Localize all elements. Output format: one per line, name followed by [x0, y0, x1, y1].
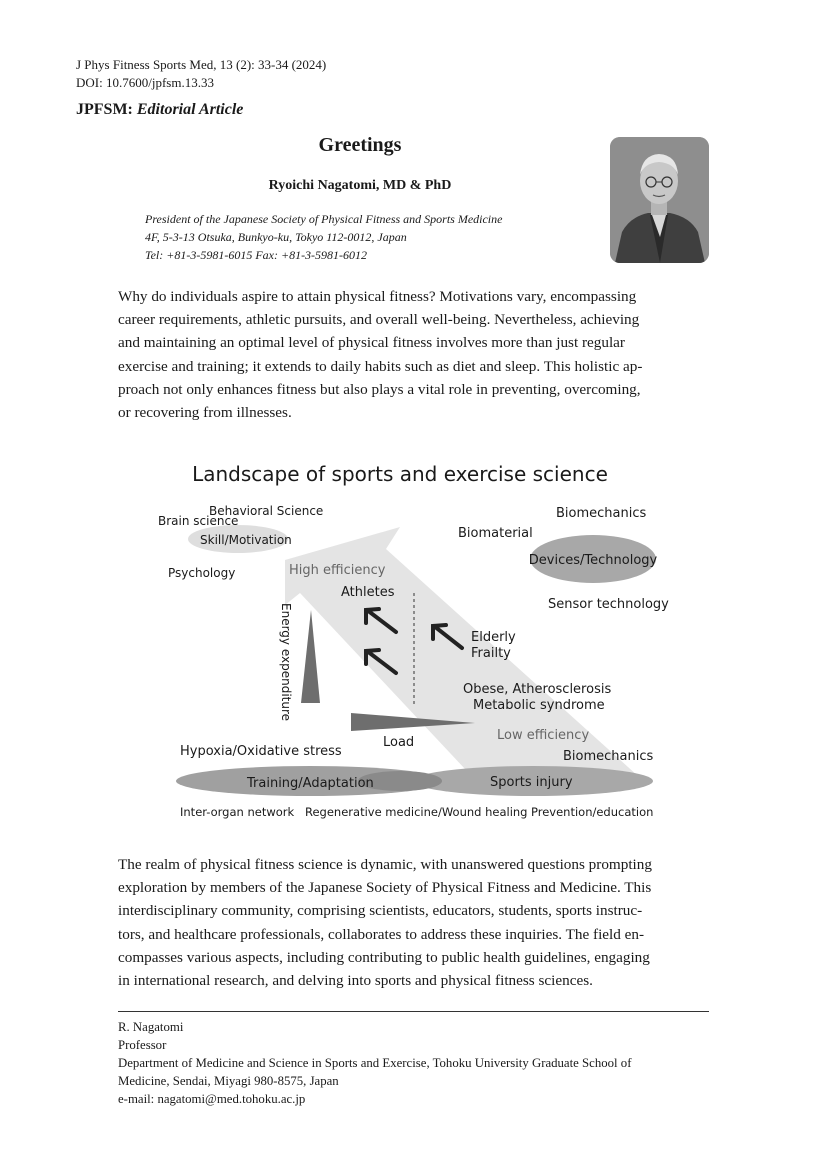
- label-elderly: Elderly: [471, 630, 516, 645]
- label-obese: Obese, Atherosclerosis: [463, 682, 612, 697]
- text-line: compasses various aspects, including contributing to public health guidelines, engaging: [118, 948, 650, 966]
- label-biomaterial: Biomaterial: [458, 526, 533, 541]
- label-sensor-technology: Sensor technology: [548, 597, 669, 612]
- label-low-efficiency: Low efficiency: [497, 728, 590, 743]
- label-skill-motivation: Skill/Motivation: [200, 533, 292, 547]
- text-line: The realm of physical fitness science is dynamic, with unanswered questions prompting: [118, 856, 652, 873]
- section-type: Editorial Article: [136, 101, 244, 118]
- label-regenerative: Regenerative medicine/Wound healing: [305, 805, 528, 819]
- article-title: Greetings: [318, 134, 402, 156]
- label-hypoxia: Hypoxia/Oxidative stress: [180, 744, 342, 759]
- text-line: or recovering from illnesses.: [118, 404, 292, 422]
- text-line: proach not only enhances fitness but also plays a vital role in preventing, overcoming,: [118, 380, 641, 398]
- text-line: in international research, and delving into sports and physical fitness sciences.: [118, 972, 593, 990]
- author-photo: [610, 137, 709, 263]
- label-sports-injury: Sports injury: [490, 775, 573, 790]
- label-brain-science: Brain science: [158, 514, 239, 528]
- label-behavioral-science: Behavioral Science: [209, 504, 324, 518]
- label-athletes: Athletes: [341, 585, 395, 600]
- label-frailty: Frailty: [471, 646, 511, 661]
- figure-title: Landscape of sports and exercise science: [192, 462, 608, 486]
- label-inter-organ: Inter-organ network: [180, 805, 295, 819]
- article-author: Ryoichi Nagatomi, MD & PhD: [268, 178, 452, 193]
- label-load: Load: [383, 735, 415, 750]
- text-line: Why do individuals aspire to attain physical fitness? Motivations vary, encompassing: [118, 288, 637, 305]
- label-psychology: Psychology: [168, 566, 236, 580]
- footer-email: e-mail: nagatomi@med.tohoku.ac.jp: [118, 1092, 306, 1106]
- energy-wedge: [301, 610, 320, 703]
- footer-author: R. Nagatomi: [118, 1020, 184, 1034]
- footer-department: Department of Medicine and Science in Sports and Exercise, Tohoku University Graduate School of: [118, 1056, 632, 1070]
- text-line: exploration by members of the Japanese Society of Physical Fitness and Medicine. This: [118, 879, 652, 897]
- text-line: and maintaining an optimal level of physical fitness involves more than just regular: [118, 334, 625, 352]
- section-prefix: JPFSM:: [76, 101, 133, 118]
- text-line: interdisciplinary community, comprising scientists, educators, students, sports instruc-: [118, 902, 643, 920]
- label-biomechanics-top: Biomechanics: [556, 506, 647, 521]
- label-devices-technology: Devices/Technology: [528, 553, 658, 568]
- label-high-efficiency: High efficiency: [289, 563, 386, 578]
- text-line: exercise and training; it extends to daily habits such as diet and sleep. This holistic ap-: [118, 357, 643, 375]
- affiliation-line: President of the Japanese Society of Physical Fitness and Sports Medicine: [145, 212, 503, 226]
- label-biomechanics-bottom: Biomechanics: [563, 749, 654, 764]
- label-metabolic: Metabolic syndrome: [473, 698, 605, 713]
- section-label: [76, 101, 243, 119]
- label-prevention: Prevention/education: [531, 805, 654, 819]
- footer-title: Professor: [118, 1038, 167, 1052]
- label-training-adaptation: Training/Adaptation: [247, 776, 374, 791]
- intro-paragraph: [118, 285, 709, 424]
- affiliation-line: 4F, 5-3-13 Otsuka, Bunkyo-ku, Tokyo 112-0012, Japan: [145, 230, 407, 244]
- text-line: career requirements, athletic pursuits, and overall well-being. Nevertheless, achieving: [118, 311, 640, 329]
- footer-address: Medicine, Sendai, Miyagi 980-8575, Japan: [118, 1074, 339, 1088]
- text-line: tors, and healthcare professionals, collaborates to address these inquiries. The field en-: [118, 925, 645, 943]
- landscape-figure: [150, 455, 680, 830]
- affiliation-line: Tel: +81-3-5981-6015 Fax: +81-3-5981-6012: [145, 248, 368, 262]
- journal-doi: DOI: 10.7600/jpfsm.13.33: [76, 75, 214, 90]
- label-energy-expenditure: Energy expenditure: [279, 603, 293, 722]
- footer-divider: [118, 1011, 709, 1012]
- journal-citation: J Phys Fitness Sports Med, 13 (2): 33-34 (2024): [76, 57, 327, 72]
- body-paragraph: [118, 853, 709, 992]
